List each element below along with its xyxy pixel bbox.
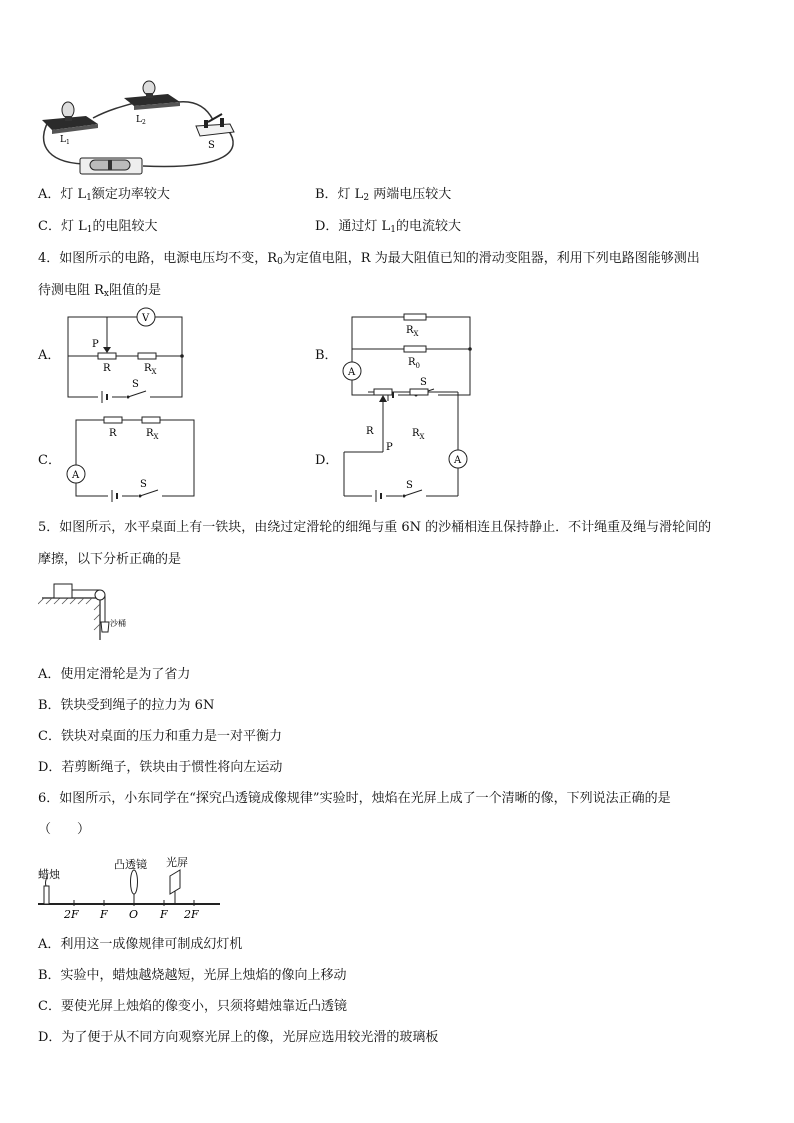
q4-circuit-a [60, 305, 190, 405]
q6-tick-o: O [129, 908, 139, 920]
q4-circuit-d [338, 384, 478, 502]
q6-tick-f-left: F [100, 908, 108, 920]
q4b-ammeter: A [348, 367, 356, 378]
q3-switch-label: S [208, 140, 215, 151]
q5-pulley-figure [38, 580, 138, 646]
svg-text:RX: $R_X$ [406, 325, 419, 338]
svg-text:R0: $R_0$ [408, 357, 420, 370]
svg-text:RX: $R_X$ [146, 428, 159, 441]
svg-text:P: P [386, 442, 393, 453]
q6-option-a: A．利用这一成像规律可制成幻灯机 [38, 937, 243, 952]
svg-text:S: S [140, 479, 147, 490]
q5-option-d: D．若剪断绳子，铁块由于惯性将向左运动 [38, 760, 283, 775]
q5-option-c: C．铁块对桌面的压力和重力是一对平衡力 [38, 729, 282, 744]
q4a-p-label: P [92, 339, 99, 350]
svg-text:S: S [406, 480, 413, 491]
q4-label-d: D． [315, 453, 339, 468]
svg-text:R: R [366, 426, 374, 437]
q4-stem-line2: 待测电阻 $R_x$阻值的是 [38, 283, 162, 299]
q4-label-b: B． [315, 348, 338, 363]
q3-option-b: B．灯 $L_2$ 两端电压较大 [315, 187, 452, 203]
q6-tick-2f-left: 2F [64, 908, 79, 920]
q6-optical-bench-figure [38, 848, 222, 920]
q6-stem-line2: （ ） [38, 822, 91, 837]
q6-tick-f-right: F [160, 908, 168, 920]
q4d-ammeter: A [454, 455, 462, 466]
q6-tick-2f-right: 2F [184, 908, 199, 920]
q6-screen-label: 光屏 [166, 856, 188, 869]
svg-text:RX: $R_X$ [412, 428, 425, 441]
q6-axis-ticks [63, 908, 199, 920]
q5-bucket-label: 沙桶 [110, 619, 126, 628]
q4c-ammeter: A [72, 470, 80, 481]
q6-stem-line1: 6．如图所示，小东同学在“探究凸透镜成像规律”实验时，烛焰在光屏上成了一个清晰的像，下列说法正确的是 [38, 791, 671, 806]
svg-text:RX: $R_X$ [144, 363, 157, 376]
svg-text:S: S [420, 377, 427, 388]
q4-stem-line1: 4．如图所示的电路，电源电压均不变，$R_0$为定值电阻，R 为最大阻值已知的滑动变阻器，利用下列电路图能够测出 [38, 251, 700, 267]
q5-option-b: B．铁块受到绳子的拉力为 6N [38, 698, 215, 713]
q3-option-a: A．灯 $L_1$额定功率较大 [38, 187, 170, 203]
q3-option-c: C．灯 $L_1$的电阻较大 [38, 219, 158, 235]
svg-text:S: S [132, 379, 139, 390]
q3-l2-label: $L_2$ [136, 115, 146, 126]
q5-stem-line1: 5．如图所示，水平桌面上有一铁块，由绕过定滑轮的细绳与重 6N 的沙桶相连且保持静止．不计绳重及绳与滑轮间的 [38, 520, 712, 535]
q6-candle-label: 蜡烛 [38, 868, 60, 881]
q4-label-c: C． [38, 453, 61, 468]
q3-l1-label: $L_1$ [60, 135, 70, 146]
q6-lens-label: 凸透镜 [114, 858, 147, 871]
q3-circuit-figure [38, 80, 238, 180]
q6-option-d: D．为了便于从不同方向观察光屏上的像，光屏应选用较光滑的玻璃板 [38, 1030, 439, 1045]
q4a-voltmeter: V [142, 313, 150, 324]
svg-text:R: R [109, 428, 117, 439]
q4-circuit-c [62, 412, 202, 502]
q3-option-d: D．通过灯 $L_1$的电流较大 [315, 219, 461, 235]
svg-text:R: R [103, 363, 111, 374]
q6-option-c: C．要使光屏上烛焰的像变小，只须将蜡烛靠近凸透镜 [38, 999, 347, 1014]
q4-label-a: A． [38, 348, 61, 363]
q6-option-b: B．实验中，蜡烛越烧越短，光屏上烛焰的像向上移动 [38, 968, 347, 983]
q5-option-a: A．使用定滑轮是为了省力 [38, 667, 191, 682]
q5-stem-line2: 摩擦，以下分析正确的是 [38, 552, 182, 567]
